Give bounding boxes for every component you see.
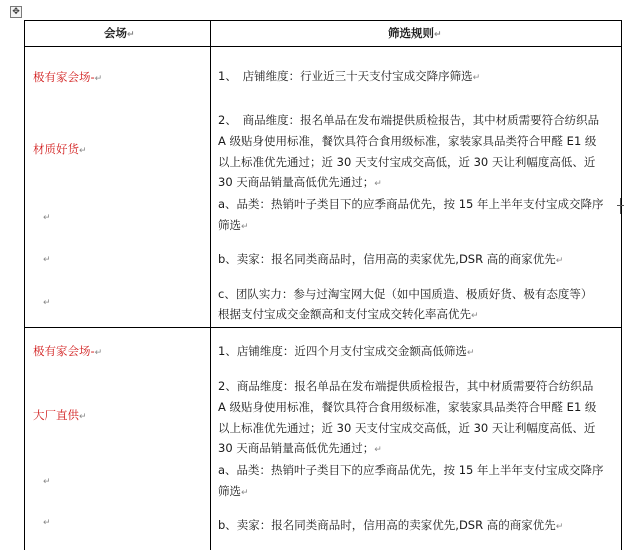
section2-rule-a-line: 筛选↵ [218,484,249,498]
empty-paragraph-mark: ↵ [43,298,51,308]
section1-rule1: 1、 店铺维度：行业近三十天支付宝成交降序筛选↵ [218,69,481,83]
section2-rule2-line: 30 天商品销量高低优先通过；↵ [218,441,382,455]
header-rules: 筛选规则↵ [388,26,442,40]
section1-venue-line2: 材质好货↵ [33,142,87,156]
section1-rule2-line: 以上标准优先通过；近 30 天支付宝成交高低，近 30 天让利幅度高低、近 [218,155,596,169]
section2-rule1: 1、店铺维度：近四个月支付宝成交金额高低筛选↵ [218,344,475,358]
table-border-top [24,20,622,21]
section1-rule-c-line: c、团队实力：参与过淘宝网大促（如中国质造、极质好货、极有态度等） [218,287,593,301]
section1-rule2-line: 30 天商品销量高低优先通过；↵ [218,175,382,189]
table-border-left [24,20,25,550]
table-border-right [621,20,622,550]
rules-table [24,20,622,550]
empty-paragraph-mark: ↵ [43,213,51,223]
table-move-handle-icon[interactable]: ✥ [10,6,22,18]
empty-paragraph-mark: ↵ [43,518,51,528]
section-divider [24,327,622,328]
section2-rule2-line: 以上标准优先通过；近 30 天支付宝成交高低，近 30 天让利幅度高低、近 [218,421,596,435]
section1-rule-b: b、卖家：报名同类商品时，信用高的卖家优先,DSR 高的商家优先↵ [218,252,564,266]
section1-venue-line1: 极有家会场-↵ [33,70,103,84]
section1-rule2-line: 2、 商品维度：报名单品在发布端提供质检报告，其中材质需要符合纺织品 [218,113,600,127]
section2-venue-line1: 极有家会场-↵ [33,344,103,358]
column-divider [210,20,211,550]
empty-paragraph-mark: ↵ [43,255,51,265]
section2-venue-line2: 大厂直供↵ [33,408,87,422]
section2-rule-a-line: a、品类：热销叶子类目下的应季商品优先，按 15 年上半年支付宝成交降序 [218,463,604,477]
row-end-marker [620,198,626,214]
section2-rule2-line: 2、商品维度：报名单品在发布端提供质检报告，其中材质需要符合纺织品 [218,379,594,393]
section2-rule-b: b、卖家：报名同类商品时，信用高的卖家优先,DSR 高的商家优先↵ [218,518,564,532]
header-venue: 会场↵ [104,26,135,40]
header-divider [24,46,622,47]
section1-rule-a-line: 筛选↵ [218,218,249,232]
section1-rule2-line: A 级贴身使用标准，餐饮具符合食用级标准，家装家具品类符合甲醛 E1 级 [218,134,597,148]
section2-rule2-line: A 级贴身使用标准，餐饮具符合食用级标准，家装家具品类符合甲醛 E1 级 [218,400,597,414]
section1-rule-a-line: a、品类：热销叶子类目下的应季商品优先，按 15 年上半年支付宝成交降序 [218,197,604,211]
empty-paragraph-mark: ↵ [43,477,51,487]
section1-rule-c-line: 根据支付宝成交金额高和支付宝成交转化率高优先↵ [218,307,479,321]
